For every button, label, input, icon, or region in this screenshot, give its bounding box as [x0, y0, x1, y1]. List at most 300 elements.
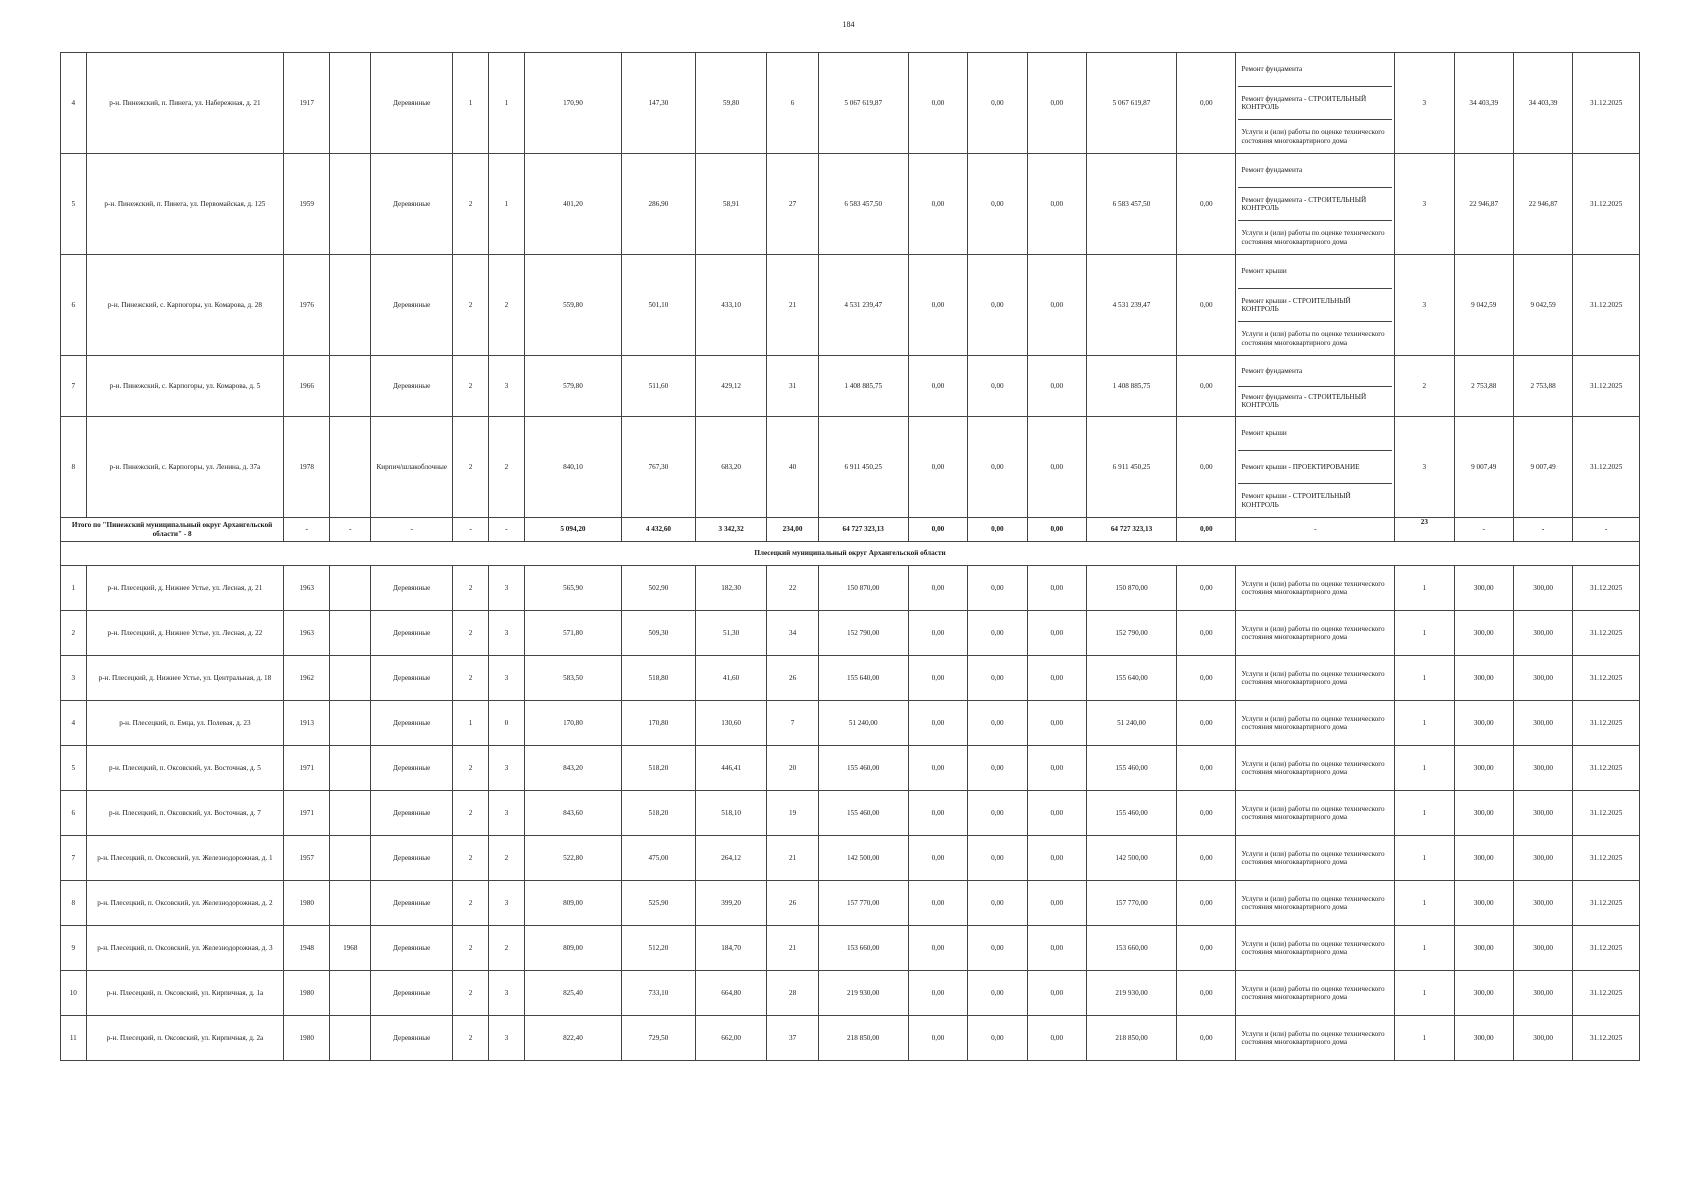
fund-fkr-cell: 0,00 — [908, 971, 967, 1016]
work-item: Услуги и (или) работы по оценке технического состояния многоквартирного дома — [1241, 330, 1385, 347]
page-number: 184 — [842, 20, 855, 29]
total-area-cell: 809,00 — [524, 881, 621, 926]
fund-other-cell: 0,00 — [1177, 154, 1236, 255]
work-count-cell: 1 — [1395, 611, 1454, 656]
owned-area-cell: 51,30 — [695, 611, 767, 656]
year-reconstruction-cell — [330, 881, 371, 926]
total-dash: - — [1236, 518, 1395, 542]
address-cell: р-н. Пинежский, с. Карпогоры, ул. Ленина, д. 37а — [86, 417, 284, 518]
unit-cost-cell: 300,00 — [1454, 611, 1513, 656]
fund-budget-region-cell: 0,00 — [968, 881, 1027, 926]
cost-total-cell: 152 790,00 — [818, 611, 908, 656]
wall-material-cell: Деревянные — [371, 926, 453, 971]
entrances-cell: 2 — [488, 255, 524, 356]
limit-cost-cell: 22 946,87 — [1513, 154, 1572, 255]
unit-cost-cell: 300,00 — [1454, 566, 1513, 611]
deadline-cell: 31.12.2025 — [1573, 791, 1640, 836]
residents-cell: 28 — [767, 971, 818, 1016]
total-owned-area: 3 342,32 — [695, 518, 767, 542]
row-number-cell: 5 — [61, 746, 87, 791]
living-area-cell: 501,10 — [622, 255, 696, 356]
entrances-cell: 1 — [488, 154, 524, 255]
living-area-cell: 518,80 — [622, 656, 696, 701]
cost-total-cell: 153 660,00 — [818, 926, 908, 971]
entrances-cell: 3 — [488, 746, 524, 791]
year-reconstruction-cell — [330, 566, 371, 611]
wall-material-cell: Деревянные — [371, 881, 453, 926]
row-number-cell: 6 — [61, 791, 87, 836]
living-area-cell: 518,20 — [622, 791, 696, 836]
fund-budget-local-cell: 0,00 — [1027, 611, 1086, 656]
year-built-cell: 1957 — [284, 836, 330, 881]
living-area-cell: 767,30 — [622, 417, 696, 518]
fund-budget-region-cell: 0,00 — [968, 255, 1027, 356]
fund-fkr-cell: 0,00 — [908, 701, 967, 746]
residents-cell: 37 — [767, 1016, 818, 1061]
fund-other-cell: 0,00 — [1177, 791, 1236, 836]
fund-owners-cell: 51 240,00 — [1086, 701, 1176, 746]
row-number-cell: 1 — [61, 566, 87, 611]
floors-cell: 2 — [453, 656, 489, 701]
row-number-cell: 9 — [61, 926, 87, 971]
fund-owners-cell: 4 531 239,47 — [1086, 255, 1176, 356]
address-cell: р-н. Плесецкий, д. Нижнее Устье, ул. Лесная, д. 22 — [86, 611, 284, 656]
living-area-cell: 512,20 — [622, 926, 696, 971]
total-dash: - — [1513, 518, 1572, 542]
table-row — [61, 836, 1640, 881]
fund-owners-cell: 219 930,00 — [1086, 971, 1176, 1016]
total-fund-fkr: 0,00 — [908, 518, 967, 542]
address-cell: р-н. Плесецкий, п. Оксовский, ул. Восточная, д. 5 — [86, 746, 284, 791]
fund-budget-region-cell: 0,00 — [968, 53, 1027, 154]
fund-budget-local-cell: 0,00 — [1027, 971, 1086, 1016]
entrances-cell: 3 — [488, 791, 524, 836]
work-item: Услуги и (или) работы по оценке технического состояния многоквартирного дома — [1241, 939, 1385, 956]
address-cell: р-н. Плесецкий, п. Оксовский, ул. Железнодорожная, д. 2 — [86, 881, 284, 926]
fund-other-cell: 0,00 — [1177, 417, 1236, 518]
fund-owners-cell: 152 790,00 — [1086, 611, 1176, 656]
floors-cell: 2 — [453, 926, 489, 971]
total-area: 5 094,20 — [524, 518, 621, 542]
year-built-cell: 1980 — [284, 881, 330, 926]
work-item: Ремонт крыши — [1238, 417, 1392, 451]
work-count-cell: 1 — [1395, 746, 1454, 791]
fund-budget-local-cell: 0,00 — [1027, 656, 1086, 701]
total-area-cell: 809,00 — [524, 926, 621, 971]
year-reconstruction-cell — [330, 791, 371, 836]
work-count-cell: 1 — [1395, 656, 1454, 701]
table-row — [61, 656, 1640, 701]
address-cell: р-н. Плесецкий, п. Оксовский, ул. Кирпичная, д. 2а — [86, 1016, 284, 1061]
owned-area-cell: 182,30 — [695, 566, 767, 611]
works-cell — [1236, 836, 1395, 881]
limit-cost-cell: 300,00 — [1513, 566, 1572, 611]
deadline-cell: 31.12.2025 — [1573, 566, 1640, 611]
works-cell — [1236, 53, 1395, 154]
limit-cost-cell: 300,00 — [1513, 971, 1572, 1016]
wall-material-cell: Деревянные — [371, 154, 453, 255]
residents-cell: 26 — [767, 656, 818, 701]
work-item: Услуги и (или) работы по оценке технического состояния многоквартирного дома — [1241, 804, 1385, 821]
table-row — [61, 566, 1640, 611]
fund-fkr-cell: 0,00 — [908, 881, 967, 926]
fund-budget-region-cell: 0,00 — [968, 971, 1027, 1016]
work-item: Услуги и (или) работы по оценке технического состояния многоквартирного дома — [1241, 579, 1385, 596]
living-area-cell: 509,30 — [622, 611, 696, 656]
limit-cost-cell: 9 007,49 — [1513, 417, 1572, 518]
works-cell — [1236, 971, 1395, 1016]
fund-other-cell: 0,00 — [1177, 1016, 1236, 1061]
unit-cost-cell: 300,00 — [1454, 1016, 1513, 1061]
year-built-cell: 1980 — [284, 1016, 330, 1061]
fund-owners-cell: 155 460,00 — [1086, 746, 1176, 791]
table-row — [61, 356, 1640, 417]
floors-cell: 2 — [453, 746, 489, 791]
section-title: Плесецкий муниципальный округ Архангельской области — [61, 542, 1640, 566]
fund-owners-cell: 6 583 457,50 — [1086, 154, 1176, 255]
fund-budget-region-cell: 0,00 — [968, 611, 1027, 656]
year-reconstruction-cell — [330, 1016, 371, 1061]
work-item: Ремонт фундамента - СТРОИТЕЛЬНЫЙ КОНТРОЛЬ — [1238, 188, 1392, 222]
limit-cost-cell: 300,00 — [1513, 881, 1572, 926]
total-area-cell: 559,80 — [524, 255, 621, 356]
residents-cell: 6 — [767, 53, 818, 154]
year-reconstruction-cell: 1968 — [330, 926, 371, 971]
wall-material-cell: Деревянные — [371, 255, 453, 356]
deadline-cell: 31.12.2025 — [1573, 1016, 1640, 1061]
total-dash: - — [453, 518, 489, 542]
fund-owners-cell: 142 500,00 — [1086, 836, 1176, 881]
work-item: Ремонт фундамента — [1238, 154, 1392, 188]
fund-owners-cell: 155 640,00 — [1086, 656, 1176, 701]
entrances-cell: 3 — [488, 971, 524, 1016]
year-reconstruction-cell — [330, 701, 371, 746]
fund-owners-cell: 157 770,00 — [1086, 881, 1176, 926]
floors-cell: 2 — [453, 154, 489, 255]
fund-budget-region-cell: 0,00 — [968, 746, 1027, 791]
fund-budget-region-cell: 0,00 — [968, 791, 1027, 836]
unit-cost-cell: 9 042,59 — [1454, 255, 1513, 356]
work-item: Ремонт крыши - СТРОИТЕЛЬНЫЙ КОНТРОЛЬ — [1241, 492, 1351, 509]
cost-total-cell: 219 930,00 — [818, 971, 908, 1016]
year-built-cell: 1948 — [284, 926, 330, 971]
fund-fkr-cell: 0,00 — [908, 611, 967, 656]
table-row — [61, 791, 1640, 836]
cost-total-cell: 155 460,00 — [818, 791, 908, 836]
fund-fkr-cell: 0,00 — [908, 255, 967, 356]
limit-cost-cell: 300,00 — [1513, 746, 1572, 791]
cost-total-cell: 6 583 457,50 — [818, 154, 908, 255]
address-cell: р-н. Пинежский, с. Карпогоры, ул. Комарова, д. 28 — [86, 255, 284, 356]
fund-other-cell: 0,00 — [1177, 255, 1236, 356]
address-cell: р-н. Плесецкий, д. Нижнее Устье, ул. Центральная, д. 18 — [86, 656, 284, 701]
total-residents: 234,00 — [767, 518, 818, 542]
floors-cell: 2 — [453, 417, 489, 518]
floors-cell: 2 — [453, 566, 489, 611]
works-list — [1238, 656, 1392, 700]
owned-area-cell: 58,91 — [695, 154, 767, 255]
entrances-cell: 3 — [488, 611, 524, 656]
registry-table — [60, 52, 1640, 1061]
wall-material-cell: Кирпич/шлакоблочные — [371, 417, 453, 518]
year-reconstruction-cell — [330, 836, 371, 881]
year-built-cell: 1963 — [284, 566, 330, 611]
deadline-cell: 31.12.2025 — [1573, 53, 1640, 154]
entrances-cell: 2 — [488, 836, 524, 881]
works-cell — [1236, 926, 1395, 971]
fund-other-cell: 0,00 — [1177, 926, 1236, 971]
work-item: Ремонт фундамента — [1238, 53, 1392, 87]
entrances-cell: 1 — [488, 53, 524, 154]
deadline-cell: 31.12.2025 — [1573, 971, 1640, 1016]
table-row — [61, 154, 1640, 255]
total-dash: - — [371, 518, 453, 542]
work-item: Услуги и (или) работы по оценке технического состояния многоквартирного дома — [1241, 849, 1385, 866]
row-number-cell: 4 — [61, 701, 87, 746]
limit-cost-cell: 300,00 — [1513, 701, 1572, 746]
fund-budget-region-cell: 0,00 — [968, 656, 1027, 701]
deadline-cell: 31.12.2025 — [1573, 701, 1640, 746]
unit-cost-cell: 34 403,39 — [1454, 53, 1513, 154]
year-built-cell: 1976 — [284, 255, 330, 356]
table-row — [61, 701, 1640, 746]
work-item: Услуги и (или) работы по оценке технического состояния многоквартирного дома — [1241, 128, 1385, 145]
total-area-cell: 565,90 — [524, 566, 621, 611]
fund-budget-local-cell: 0,00 — [1027, 836, 1086, 881]
total-cost: 64 727 323,13 — [818, 518, 908, 542]
total-dash: - — [284, 518, 330, 542]
works-list — [1238, 926, 1392, 970]
year-built-cell: 1971 — [284, 791, 330, 836]
fund-budget-local-cell: 0,00 — [1027, 255, 1086, 356]
fund-other-cell: 0,00 — [1177, 701, 1236, 746]
unit-cost-cell: 300,00 — [1454, 746, 1513, 791]
cost-total-cell: 4 531 239,47 — [818, 255, 908, 356]
work-count-cell: 3 — [1395, 154, 1454, 255]
table-row — [61, 926, 1640, 971]
pinega-total-row — [61, 518, 1640, 542]
total-living-area: 4 432,60 — [622, 518, 696, 542]
owned-area-cell: 184,70 — [695, 926, 767, 971]
residents-cell: 27 — [767, 154, 818, 255]
wall-material-cell: Деревянные — [371, 971, 453, 1016]
total-work-count: 23 — [1395, 518, 1454, 542]
living-area-cell: 147,30 — [622, 53, 696, 154]
limit-cost-cell: 300,00 — [1513, 1016, 1572, 1061]
residents-cell: 19 — [767, 791, 818, 836]
residents-cell: 26 — [767, 881, 818, 926]
row-number-cell: 4 — [61, 53, 87, 154]
works-list — [1238, 881, 1392, 925]
owned-area-cell: 683,20 — [695, 417, 767, 518]
address-cell: р-н. Плесецкий, д. Нижнее Устье, ул. Лесная, д. 21 — [86, 566, 284, 611]
year-built-cell: 1959 — [284, 154, 330, 255]
works-list — [1238, 836, 1392, 880]
wall-material-cell: Деревянные — [371, 1016, 453, 1061]
row-number-cell: 7 — [61, 836, 87, 881]
fund-owners-cell: 153 660,00 — [1086, 926, 1176, 971]
owned-area-cell: 664,80 — [695, 971, 767, 1016]
limit-cost-cell: 300,00 — [1513, 611, 1572, 656]
owned-area-cell: 130,60 — [695, 701, 767, 746]
unit-cost-cell: 300,00 — [1454, 791, 1513, 836]
living-area-cell: 733,10 — [622, 971, 696, 1016]
residents-cell: 40 — [767, 417, 818, 518]
cost-total-cell: 157 770,00 — [818, 881, 908, 926]
cost-total-cell: 150 870,00 — [818, 566, 908, 611]
deadline-cell: 31.12.2025 — [1573, 611, 1640, 656]
works-cell — [1236, 656, 1395, 701]
table-row — [61, 1016, 1640, 1061]
fund-budget-region-cell: 0,00 — [968, 926, 1027, 971]
work-item: Ремонт крыши — [1238, 255, 1392, 289]
entrances-cell: 3 — [488, 881, 524, 926]
unit-cost-cell: 300,00 — [1454, 656, 1513, 701]
floors-cell: 2 — [453, 791, 489, 836]
owned-area-cell: 399,20 — [695, 881, 767, 926]
fund-owners-cell: 150 870,00 — [1086, 566, 1176, 611]
living-area-cell: 170,80 — [622, 701, 696, 746]
unit-cost-cell: 300,00 — [1454, 926, 1513, 971]
address-cell: р-н. Пинежский, п. Пинега, ул. Первомайская, д. 125 — [86, 154, 284, 255]
table-row — [61, 881, 1640, 926]
fund-other-cell: 0,00 — [1177, 746, 1236, 791]
fund-owners-cell: 5 067 619,87 — [1086, 53, 1176, 154]
total-area-cell: 840,10 — [524, 417, 621, 518]
fund-budget-local-cell: 0,00 — [1027, 417, 1086, 518]
fund-fkr-cell: 0,00 — [908, 746, 967, 791]
year-reconstruction-cell — [330, 611, 371, 656]
floors-cell: 2 — [453, 881, 489, 926]
work-item: Услуги и (или) работы по оценке технического состояния многоквартирного дома — [1241, 984, 1385, 1001]
table-row — [61, 611, 1640, 656]
year-reconstruction-cell — [330, 971, 371, 1016]
deadline-cell: 31.12.2025 — [1573, 356, 1640, 417]
works-list — [1238, 701, 1392, 745]
fund-budget-region-cell: 0,00 — [968, 701, 1027, 746]
wall-material-cell: Деревянные — [371, 836, 453, 881]
work-item: Услуги и (или) работы по оценке технического состояния многоквартирного дома — [1241, 669, 1385, 686]
living-area-cell: 286,90 — [622, 154, 696, 255]
cost-total-cell: 1 408 885,75 — [818, 356, 908, 417]
fund-owners-cell: 1 408 885,75 — [1086, 356, 1176, 417]
fund-other-cell: 0,00 — [1177, 836, 1236, 881]
work-count-cell: 1 — [1395, 701, 1454, 746]
unit-cost-cell: 300,00 — [1454, 971, 1513, 1016]
total-dash: - — [1454, 518, 1513, 542]
entrances-cell: 0 — [488, 701, 524, 746]
wall-material-cell: Деревянные — [371, 656, 453, 701]
limit-cost-cell: 300,00 — [1513, 926, 1572, 971]
fund-budget-local-cell: 0,00 — [1027, 926, 1086, 971]
total-area-cell: 822,40 — [524, 1016, 621, 1061]
floors-cell: 1 — [453, 53, 489, 154]
work-count-cell: 3 — [1395, 53, 1454, 154]
total-fund-owners: 64 727 323,13 — [1086, 518, 1176, 542]
living-area-cell: 475,00 — [622, 836, 696, 881]
fund-fkr-cell: 0,00 — [908, 566, 967, 611]
fund-budget-local-cell: 0,00 — [1027, 356, 1086, 417]
wall-material-cell: Деревянные — [371, 746, 453, 791]
table-row — [61, 417, 1640, 518]
limit-cost-cell: 2 753,88 — [1513, 356, 1572, 417]
work-item: Ремонт фундамента - СТРОИТЕЛЬНЫЙ КОНТРОЛЬ — [1241, 392, 1367, 410]
work-item: Услуги и (или) работы по оценке технического состояния многоквартирного дома — [1241, 894, 1385, 911]
year-built-cell: 1966 — [284, 356, 330, 417]
fund-other-cell: 0,00 — [1177, 53, 1236, 154]
work-item: Услуги и (или) работы по оценке технического состояния многоквартирного дома — [1241, 714, 1385, 731]
living-area-cell: 511,60 — [622, 356, 696, 417]
total-fund-other: 0,00 — [1177, 518, 1236, 542]
work-count-cell: 3 — [1395, 417, 1454, 518]
owned-area-cell: 41,60 — [695, 656, 767, 701]
entrances-cell: 3 — [488, 656, 524, 701]
works-cell — [1236, 255, 1395, 356]
total-area-cell: 843,20 — [524, 746, 621, 791]
fund-budget-local-cell: 0,00 — [1027, 701, 1086, 746]
table-row — [61, 971, 1640, 1016]
fund-other-cell: 0,00 — [1177, 881, 1236, 926]
works-list — [1238, 356, 1392, 416]
work-count-cell: 1 — [1395, 1016, 1454, 1061]
total-dash: - — [330, 518, 371, 542]
residents-cell: 20 — [767, 746, 818, 791]
limit-cost-cell: 9 042,59 — [1513, 255, 1572, 356]
fund-budget-local-cell: 0,00 — [1027, 566, 1086, 611]
table-row — [61, 255, 1640, 356]
fund-budget-region-cell: 0,00 — [968, 356, 1027, 417]
living-area-cell: 518,20 — [622, 746, 696, 791]
works-cell — [1236, 701, 1395, 746]
fund-fkr-cell: 0,00 — [908, 53, 967, 154]
deadline-cell: 31.12.2025 — [1573, 881, 1640, 926]
fund-fkr-cell: 0,00 — [908, 791, 967, 836]
work-item: Услуги и (или) работы по оценке технического состояния многоквартирного дома — [1241, 229, 1385, 246]
total-area-cell: 571,80 — [524, 611, 621, 656]
work-item: Услуги и (или) работы по оценке технического состояния многоквартирного дома — [1241, 759, 1385, 776]
row-number-cell: 8 — [61, 417, 87, 518]
entrances-cell: 3 — [488, 1016, 524, 1061]
unit-cost-cell: 22 946,87 — [1454, 154, 1513, 255]
fund-other-cell: 0,00 — [1177, 656, 1236, 701]
address-cell: р-н. Плесецкий, п. Оксовский, ул. Железнодорожная, д. 1 — [86, 836, 284, 881]
limit-cost-cell: 300,00 — [1513, 791, 1572, 836]
fund-fkr-cell: 0,00 — [908, 1016, 967, 1061]
wall-material-cell: Деревянные — [371, 701, 453, 746]
owned-area-cell: 518,10 — [695, 791, 767, 836]
deadline-cell: 31.12.2025 — [1573, 836, 1640, 881]
owned-area-cell: 59,80 — [695, 53, 767, 154]
address-cell: р-н. Плесецкий, п. Оксовский, ул. Кирпичная, д. 1а — [86, 971, 284, 1016]
deadline-cell: 31.12.2025 — [1573, 926, 1640, 971]
owned-area-cell: 446,41 — [695, 746, 767, 791]
total-fund-region: 0,00 — [968, 518, 1027, 542]
work-count-cell: 1 — [1395, 926, 1454, 971]
total-label: Итого по "Пинежский муниципальный округ Архангельской области" - 8 — [61, 518, 284, 542]
fund-other-cell: 0,00 — [1177, 566, 1236, 611]
cost-total-cell: 218 850,00 — [818, 1016, 908, 1061]
deadline-cell: 31.12.2025 — [1573, 746, 1640, 791]
year-built-cell: 1980 — [284, 971, 330, 1016]
work-item: Услуги и (или) работы по оценке технического состояния многоквартирного дома — [1241, 1029, 1385, 1046]
row-number-cell: 8 — [61, 881, 87, 926]
works-cell — [1236, 881, 1395, 926]
fund-fkr-cell: 0,00 — [908, 656, 967, 701]
fund-budget-local-cell: 0,00 — [1027, 791, 1086, 836]
residents-cell: 22 — [767, 566, 818, 611]
year-reconstruction-cell — [330, 356, 371, 417]
works-list — [1238, 971, 1392, 1015]
